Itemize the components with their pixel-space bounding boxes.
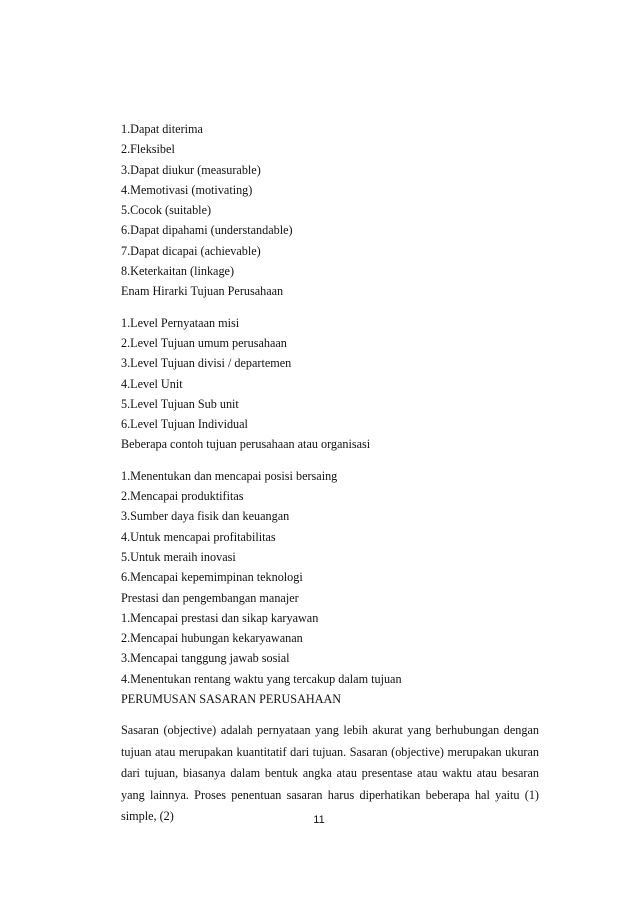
list-item: 1.Menentukan dan mencapai posisi bersaing: [121, 468, 338, 483]
list-item: 2.Level Tujuan umum perusahaan: [121, 335, 287, 350]
list-item: 3.Mencapai tanggung jawab sosial: [121, 651, 290, 666]
list-item: 2.Mencapai produktifitas: [121, 489, 244, 504]
section-heading: PERUMUSAN SASARAN PERUSAHAAN: [121, 692, 342, 707]
list-item: 2.Fleksibel: [121, 142, 175, 157]
list-item: 4.Level Unit: [121, 376, 183, 391]
list-item: 6.Dapat dipahami (understandable): [121, 223, 293, 238]
page-number: 11: [313, 814, 325, 826]
examples-heading: Beberapa contoh tujuan perusahaan atau organisasi: [121, 437, 371, 452]
list-item: 7.Dapat dicapai (achievable): [121, 243, 261, 258]
list-item: 5.Cocok (suitable): [121, 203, 212, 218]
list-item: 1.Dapat diterima: [121, 122, 203, 136]
hierarchy-heading: Enam Hirarki Tujuan Perusahaan: [121, 284, 284, 299]
list-item: 5.Level Tujuan Sub unit: [121, 396, 239, 411]
list-item: 4.Memotivasi (motivating): [121, 182, 253, 197]
list-item: 3.Level Tujuan divisi / departemen: [121, 356, 292, 371]
list-item: 3.Dapat diukur (measurable): [121, 162, 261, 177]
list-item: 2.Mencapai hubungan kekaryawanan: [121, 631, 303, 646]
body-paragraph: Sasaran (objective) adalah pernyataan yang lebih akurat yang berhubungan dengan tujuan atau merupakan kuantitatif dari tujuan. Sasaran (objective) merupakan ukuran dari tujuan, biasanya dalam bentuk angka atau presentase atau waktu atau besaran yang lainnya. Proses penentuan sasaran harus diperhatikan beberapa hal yaitu (1) simple, (2): [121, 723, 539, 824]
list-item: 3.Sumber daya fisik dan keuangan: [121, 509, 290, 524]
list-item: 4.Untuk mencapai profitabilitas: [121, 529, 276, 544]
page-content: [121, 119, 541, 828]
list-item: 6.Mencapai kepemimpinan teknologi: [121, 570, 303, 585]
manager-heading: Prestasi dan pengembangan manajer: [121, 590, 299, 605]
list-item: 4.Menentukan rentang waktu yang tercakup dalam tujuan: [121, 671, 402, 686]
list-item: 1.Level Pernyataan misi: [121, 315, 240, 330]
list-item: 8.Keterkaitan (linkage): [121, 264, 235, 279]
list-item: 6.Level Tujuan Individual: [121, 417, 248, 432]
list-item: 1.Mencapai prestasi dan sikap karyawan: [121, 610, 319, 625]
list-item: 5.Untuk meraih inovasi: [121, 549, 236, 564]
